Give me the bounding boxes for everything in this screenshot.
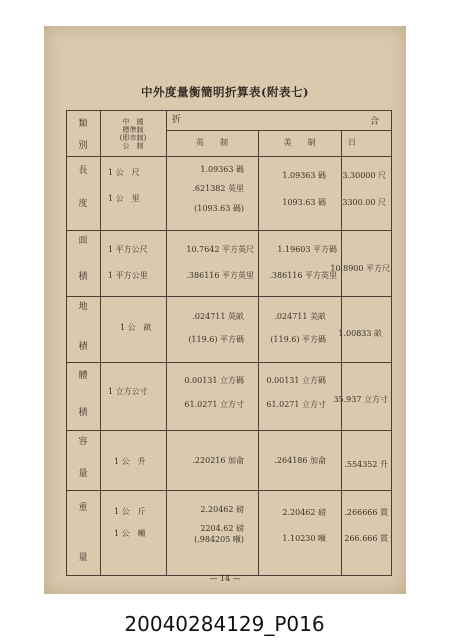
china-unit: 1 公 升 (114, 457, 146, 466)
japanese-value: 3.30000 尺 (342, 171, 386, 180)
japanese-value: .554352 升 (344, 460, 388, 469)
category-char: 量 (78, 469, 88, 479)
category-char: 面 (78, 236, 88, 246)
british-value: (1093.63 碼) (194, 204, 244, 213)
american-value: .264186 加侖 (274, 456, 326, 465)
rule-header-mid (166, 130, 392, 131)
japanese-value: .266666 貫 (344, 508, 388, 517)
category-char: 積 (78, 342, 88, 352)
american-value: 0.00131 立方碼 (266, 376, 326, 385)
image-caption: 20040284129_P016 (124, 612, 325, 636)
american-value: 61.0271 立方寸 (266, 400, 326, 409)
header-category-top: 類 (78, 119, 88, 129)
rule-cat (100, 110, 101, 576)
american-value: 1.10230 噸 (282, 534, 326, 543)
british-value: (119.6) 平方碼 (188, 335, 244, 344)
china-unit: 1 公 斤 (114, 507, 146, 516)
category-char: 量 (78, 553, 88, 563)
american-value: (119.6) 平方碼 (270, 335, 326, 344)
american-value: 1.19603 平方碼 (277, 245, 337, 254)
conversion-table (66, 110, 392, 576)
rule-volume (66, 430, 392, 431)
header-china-line2: 標準制 (122, 126, 144, 134)
china-unit: 1 立方公寸 (108, 387, 148, 396)
british-value: 2204.62 磅 (200, 524, 244, 533)
japanese-value: 35.937 立方寸 (333, 395, 388, 404)
header-fold: 折 (172, 115, 182, 125)
british-value: 2.20462 磅 (200, 505, 244, 514)
table-title: 中外度量衡簡明折算表(附表七) (141, 85, 309, 99)
american-value: .386116 平方英里 (269, 271, 337, 280)
british-value: .220216 加侖 (192, 456, 244, 465)
rule-land (66, 362, 392, 363)
rule-length (66, 230, 392, 231)
category-char: 長 (78, 166, 88, 176)
british-value: 0.00131 立方碼 (184, 376, 244, 385)
china-unit: 1 公 畝 (120, 323, 152, 332)
american-value: .024711 美畝 (274, 312, 326, 321)
document-page (44, 26, 406, 594)
header-china-line1: 中 國 (122, 118, 144, 126)
header-combine: 合 (370, 117, 380, 127)
category-char: 積 (78, 272, 88, 282)
category-char: 重 (78, 503, 88, 513)
american-value: 1093.63 碼 (282, 198, 326, 207)
rule-top (66, 110, 392, 111)
japanese-value: 1.00833 畝 (338, 329, 382, 338)
british-value: 1.09363 碼 (200, 165, 244, 174)
header-british: 英 制 (196, 138, 228, 147)
japanese-value: 10.8900 平方尺 (330, 264, 390, 273)
page-number: — 14 — (209, 574, 241, 583)
american-value: 1.09363 碼 (282, 171, 326, 180)
header-japanese: 日 (348, 138, 356, 147)
category-char: 地 (78, 302, 88, 312)
rule-header-bottom (66, 156, 392, 157)
british-value: (.984205 噸) (194, 535, 244, 544)
japanese-value: 266.666 貫 (344, 534, 388, 543)
china-unit: 1 平方公里 (108, 271, 148, 280)
category-char: 容 (78, 437, 88, 447)
rule-capacity (66, 490, 392, 491)
china-unit: 1 公 尺 (108, 168, 140, 177)
rule-china (166, 110, 167, 576)
header-china-line4: 公 制 (122, 142, 144, 150)
header-category-bottom: 別 (78, 141, 88, 151)
rule-area (66, 296, 392, 297)
rule-right (391, 110, 392, 576)
category-char: 積 (78, 408, 88, 418)
japanese-value: 3300.00 尺 (342, 198, 386, 207)
china-unit: 1 平方公尺 (108, 245, 148, 254)
rule-british (258, 130, 259, 576)
category-char: 度 (78, 199, 88, 209)
china-unit: 1 公 噸 (114, 529, 146, 538)
british-value: 61.0271 立方寸 (184, 400, 244, 409)
british-value: 10.7642 平方英尺 (186, 245, 254, 254)
british-value: .386116 平方英里 (186, 271, 254, 280)
rule-american (341, 130, 342, 576)
china-unit: 1 公 里 (108, 194, 140, 203)
american-value: 2.20462 磅 (282, 508, 326, 517)
header-china-line3: (即市制) (119, 134, 147, 142)
british-value: .621382 英里 (192, 184, 244, 193)
category-char: 體 (78, 371, 88, 381)
header-american: 美 制 (283, 138, 316, 147)
british-value: .024711 英畝 (192, 312, 244, 321)
